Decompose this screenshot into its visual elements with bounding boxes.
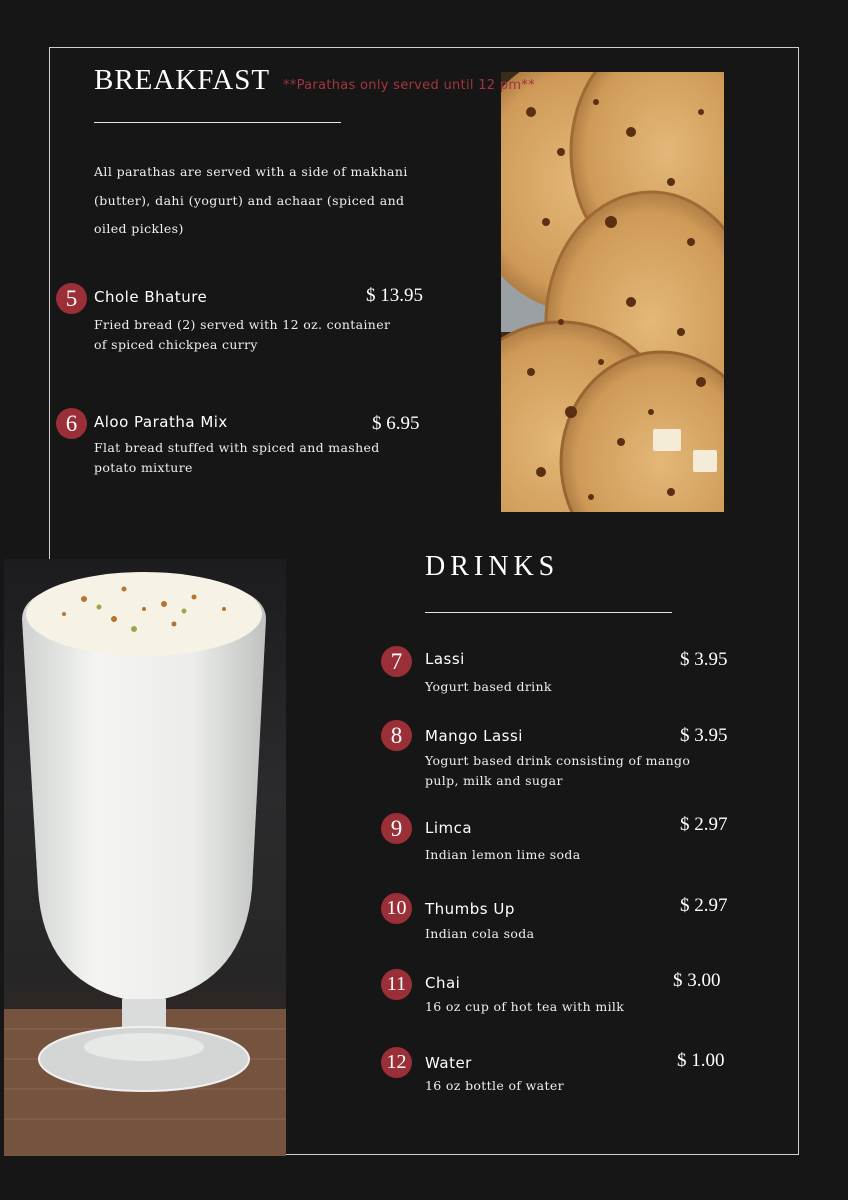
paratha-illustration [501, 72, 724, 512]
item-price: $ 3.00 [673, 970, 721, 991]
paratha-photo [501, 72, 724, 512]
item-description: Yogurt based drink [425, 679, 552, 694]
item-price: $ 3.95 [680, 649, 728, 670]
item-number-badge: 12 [381, 1047, 412, 1078]
item-name: Limca [425, 819, 473, 837]
item-number-badge: 7 [381, 646, 412, 677]
item-number-badge: 11 [381, 969, 412, 1000]
item-description: Fried bread (2) served with 12 oz. container of spiced chickpea curry [94, 317, 391, 352]
item-price: $ 6.95 [372, 413, 420, 434]
breakfast-title: BREAKFAST [94, 64, 271, 96]
item-price: $ 2.97 [680, 814, 728, 835]
lassi-glass-illustration [4, 559, 286, 1156]
item-name: Water [425, 1054, 472, 1072]
breakfast-divider [94, 122, 341, 123]
item-description: 16 oz cup of hot tea with milk [425, 999, 625, 1014]
item-name: Chole Bhature [94, 288, 208, 306]
item-description: 16 oz bottle of water [425, 1078, 564, 1093]
breakfast-intro: All parathas are served with a side of makhani (butter), dahi (yogurt) and achaar (spiced and oiled pickles) [94, 164, 408, 236]
drinks-divider [425, 612, 672, 613]
item-number-badge: 9 [381, 813, 412, 844]
item-number-badge: 5 [56, 283, 87, 314]
item-name: Mango Lassi [425, 727, 523, 745]
item-name: Aloo Paratha Mix [94, 413, 228, 431]
item-number-badge: 6 [56, 408, 87, 439]
item-number-badge: 8 [381, 720, 412, 751]
item-description: Indian cola soda [425, 926, 535, 941]
item-description: Indian lemon lime soda [425, 847, 581, 862]
item-name: Chai [425, 974, 461, 992]
item-price: $ 1.00 [677, 1050, 725, 1071]
item-description: Yogurt based drink consisting of mango pulp, milk and sugar [425, 753, 691, 788]
drinks-title: DRINKS [425, 551, 560, 582]
item-price: $ 2.97 [680, 895, 728, 916]
item-price: $ 13.95 [366, 285, 423, 306]
lassi-photo [4, 559, 286, 1156]
item-number-badge: 10 [381, 893, 412, 924]
item-description: Flat bread stuffed with spiced and mashed potato mixture [94, 440, 380, 475]
item-name: Thumbs Up [425, 900, 515, 918]
item-price: $ 3.95 [680, 725, 728, 746]
paratha-serving-note: **Parathas only served until 12 pm** [283, 78, 535, 93]
item-name: Lassi [425, 650, 465, 668]
